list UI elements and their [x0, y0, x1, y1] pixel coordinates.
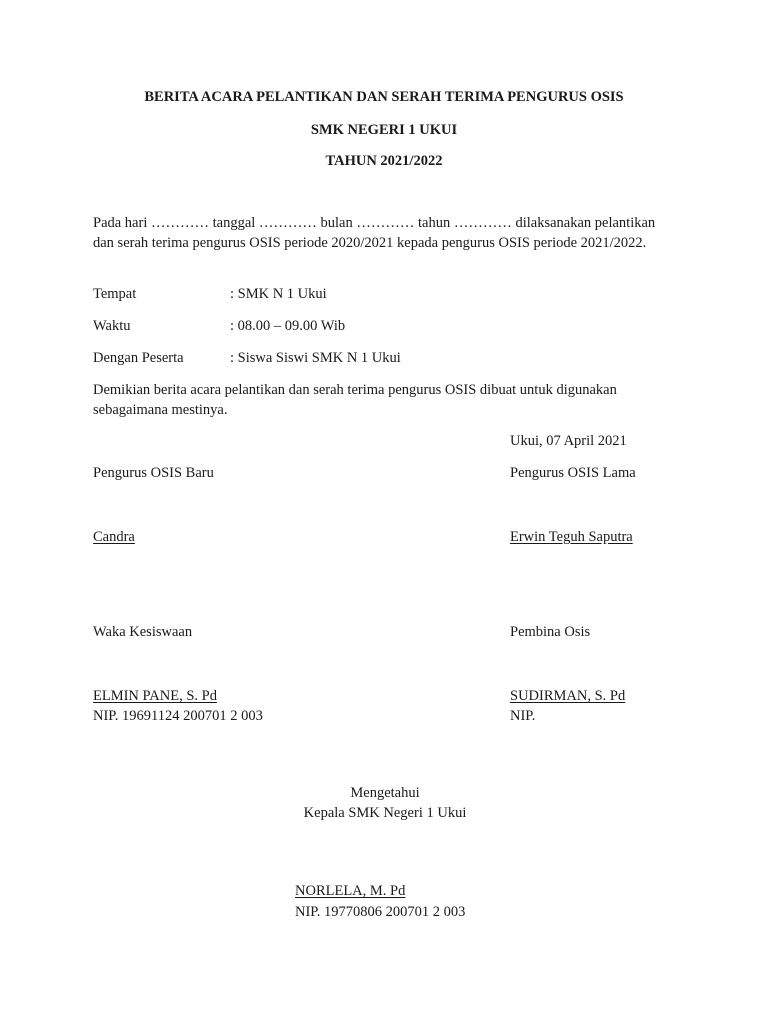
detail-value-tempat: : SMK N 1 Ukui — [230, 286, 327, 302]
pembina-nip: NIP. — [510, 708, 536, 724]
pembina-name: SUDIRMAN, S. Pd — [510, 688, 626, 704]
detail-value-waktu: : 08.00 – 09.00 Wib — [230, 318, 346, 334]
detail-label-waktu: Waktu — [93, 318, 131, 334]
acknowledge-label: Mengetahui — [350, 785, 420, 801]
school-name: SMK NEGERI 1 UKUI — [310, 122, 458, 138]
detail-label-peserta: Dengan Peserta — [93, 350, 184, 366]
place-date: Ukui, 07 April 2021 — [510, 433, 627, 449]
intro-paragraph: Pada hari ………… tanggal ………… bulan ………… tahun ………… dilaksanakan pelantikan dan serah terima pengurus OSIS periode 2020/2021 kepada pengurus OSIS periode 2021/2022. — [93, 215, 656, 251]
waka-name: ELMIN PANE, S. Pd — [93, 688, 217, 704]
new-board-name: Candra — [93, 529, 135, 545]
waka-role: Waka Kesiswaan — [93, 624, 193, 640]
new-board-role: Pengurus OSIS Baru — [93, 465, 214, 481]
headmaster-nip: NIP. 19770806 200701 2 003 — [295, 904, 466, 920]
old-board-role: Pengurus OSIS Lama — [510, 465, 636, 481]
old-board-name: Erwin Teguh Saputra — [510, 529, 633, 545]
academic-year: TAHUN 2021/2022 — [325, 153, 443, 169]
headmaster-name: NORLELA, M. Pd — [295, 883, 406, 899]
closing-paragraph: Demikian berita acara pelantikan dan serah terima pengurus OSIS dibuat untuk digunakan sebagaimana mestinya. — [93, 382, 617, 418]
detail-label-tempat: Tempat — [93, 286, 137, 302]
detail-value-peserta: : Siswa Siswi SMK N 1 Ukui — [230, 350, 401, 366]
pembina-role: Pembina Osis — [510, 624, 591, 640]
waka-nip: NIP. 19691124 200701 2 003 — [93, 708, 263, 724]
headmaster-role: Kepala SMK Negeri 1 Ukui — [303, 805, 467, 821]
document-title: BERITA ACARA PELANTIKAN DAN SERAH TERIMA PENGURUS OSIS — [144, 89, 624, 105]
